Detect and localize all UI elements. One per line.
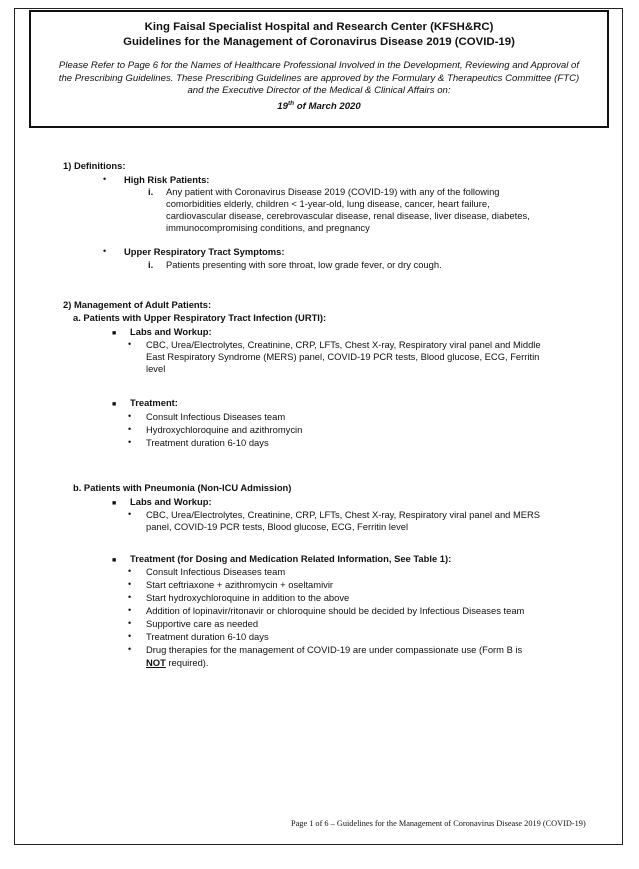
bullet-icon: •	[128, 631, 132, 641]
not-emphasis: NOT	[146, 657, 166, 668]
pneumonia-treatment-item: Treatment duration 6-10 days	[146, 631, 269, 642]
list-marker: i.	[148, 259, 154, 270]
urti-heading: a. Patients with Upper Respiratory Tract Infection (URTI):	[73, 312, 327, 323]
square-bullet-icon: ■	[112, 330, 117, 337]
pneumonia-labs-line: CBC, Urea/Electrolytes, Creatinine, CRP, LFTs, Chest X-ray, Respiratory viral panel and MERS	[146, 509, 541, 520]
bullet-icon: •	[128, 592, 132, 602]
bullet-icon: •	[103, 246, 107, 256]
pneumonia-treatment-item: Start ceftriaxone + azithromycin + oseltamivir	[146, 579, 334, 590]
square-bullet-icon: ■	[112, 401, 117, 408]
pneumonia-treatment-item: Supportive care as needed	[146, 618, 259, 629]
pneumonia-treatment-item: Addition of lopinavir/ritonavir or chloroquine should be decided by Infectious Diseases team	[146, 605, 525, 616]
hospital-title: King Faisal Specialist Hospital and Research Center (KFSH&RC)	[144, 21, 494, 33]
pneumonia-treatment-item: Consult Infectious Diseases team	[146, 566, 286, 577]
bullet-icon: •	[128, 605, 132, 615]
approval-note-line: Please Refer to Page 6 for the Names of Healthcare Professional Involved in the Development, Reviewing and Approval of	[58, 60, 580, 71]
page-footer: Page 1 of 6 – Guidelines for the Management of Coronavirus Disease 2019 (COVID-19)	[291, 819, 586, 828]
square-bullet-icon: ■	[112, 500, 117, 507]
urt-symptoms-label: Upper Respiratory Tract Symptoms:	[124, 246, 285, 257]
approval-note-line: the Prescribing Guidelines. These Prescribing Guidelines are approved by the Formulary & Therapeutics Committee (FTC)	[58, 72, 580, 84]
urti-labs-line: East Respiratory Syndrome (MERS) panel, COVID-19 PCR tests, Blood glucose, ECG, Ferritin	[146, 351, 540, 362]
urt-symptoms-text: Patients presenting with sore throat, low grade fever, or dry cough.	[166, 259, 442, 270]
approval-note-line: and the Executive Director of the Medical & Clinical Affairs on:	[187, 85, 451, 96]
high-risk-line: comorbidities elderly, children < 1-year-old, lung disease, cancer, heart failure,	[166, 198, 490, 209]
high-risk-label: High Risk Patients:	[124, 174, 210, 185]
pneumonia-treatment-label: Treatment (for Dosing and Medication Related Information, See Table 1):	[130, 553, 452, 564]
approval-date: 19th of March 2020	[277, 99, 361, 112]
bullet-icon: •	[103, 174, 107, 184]
section-management-heading: 2) Management of Adult Patients:	[63, 299, 212, 310]
urti-labs-line: level	[146, 363, 166, 374]
list-marker: i.	[148, 186, 154, 197]
bullet-icon: •	[128, 644, 132, 654]
compassionate-use-line: Drug therapies for the management of COVID-19 are under compassionate use (Form B is	[146, 644, 523, 655]
document-header	[29, 10, 609, 128]
compassionate-use-line: NOT required).	[146, 657, 209, 668]
urti-treatment-item: Consult Infectious Diseases team	[146, 411, 286, 422]
bullet-icon: •	[128, 579, 132, 589]
pneumonia-labs-line: panel, COVID-19 PCR tests, Blood glucose, ECG, Ferritin level	[146, 521, 409, 532]
urti-labs-label: Labs and Workup:	[130, 326, 212, 337]
bullet-icon: •	[128, 618, 132, 628]
section-definitions-heading: 1) Definitions:	[63, 160, 126, 171]
square-bullet-icon: ■	[112, 557, 117, 564]
bullet-icon: •	[128, 566, 132, 576]
approval-note	[31, 60, 607, 113]
bullet-icon: •	[128, 411, 132, 421]
urti-treatment-item: Hydroxychloroquine and azithromycin	[146, 424, 303, 435]
bullet-icon: •	[128, 424, 132, 434]
pneumonia-labs-label: Labs and Workup:	[130, 496, 212, 507]
guideline-title: Guidelines for the Management of Coronavirus Disease 2019 (COVID-19)	[123, 36, 515, 48]
bullet-icon: •	[128, 509, 132, 519]
high-risk-line: immunocompromising conditions, and pregnancy	[166, 222, 370, 233]
page-border	[14, 8, 623, 845]
high-risk-line: Any patient with Coronavirus Disease 2019 (COVID-19) with any of the following	[166, 186, 500, 197]
bullet-icon: •	[128, 339, 132, 349]
pneumonia-heading: b. Patients with Pneumonia (Non-ICU Admission)	[73, 482, 292, 493]
urti-labs-line: CBC, Urea/Electrolytes, Creatinine, CRP, LFTs, Chest X-ray, Respiratory viral panel and Middle	[146, 339, 541, 350]
bullet-icon: •	[128, 437, 132, 447]
high-risk-line: cardiovascular disease, cerebrovascular disease, renal disease, liver disease, diabetes,	[166, 210, 530, 221]
pneumonia-treatment-item: Start hydroxychloroquine in addition to the above	[146, 592, 350, 603]
urti-treatment-item: Treatment duration 6-10 days	[146, 437, 269, 448]
urti-treatment-label: Treatment:	[130, 397, 178, 408]
